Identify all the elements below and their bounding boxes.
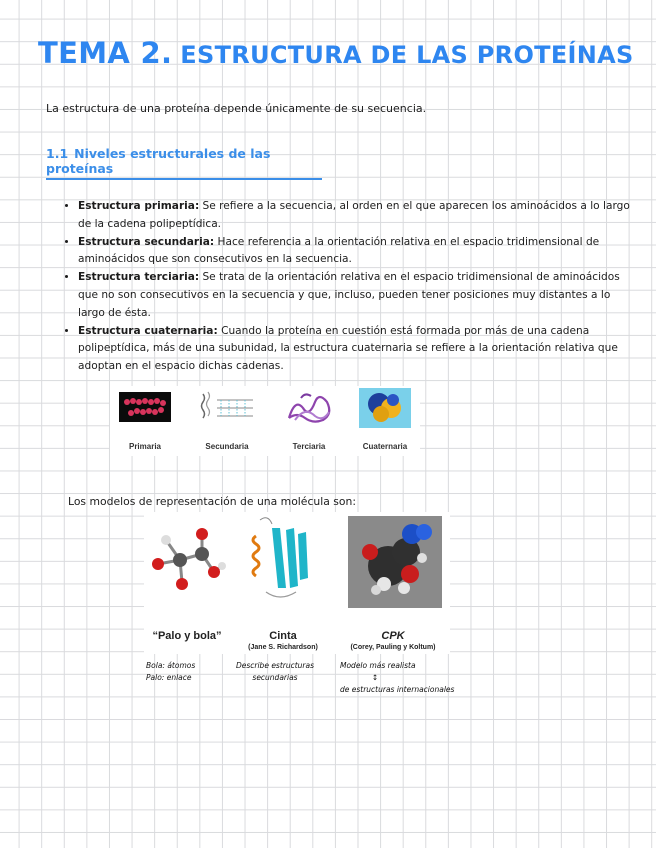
primary-structure-image (117, 386, 173, 430)
page-title (38, 36, 634, 70)
level-tertiary (278, 386, 340, 451)
model-ball-stick-label (148, 630, 226, 642)
list-item (78, 323, 640, 376)
list-item (78, 198, 640, 234)
caption-tertiary: Terciaria (292, 442, 326, 451)
ribbon-model-image (242, 512, 318, 608)
note-line: Modelo más realista (340, 661, 416, 670)
title-prefix: TEMA 2. (38, 36, 173, 70)
intro-text: La estructura de una proteína depende únicamente de su secuencia. (46, 102, 427, 115)
model-cpk-label (338, 630, 448, 651)
model-credit: (Jane S. Richardson) (248, 644, 318, 651)
caption-quaternary: Cuaternaria (362, 442, 408, 451)
item-term: Estructura terciaria: (78, 271, 200, 284)
note-line: Bola: átomos (146, 661, 196, 670)
model-name: CPK (381, 630, 405, 642)
arrow-icon: ↕ (371, 673, 379, 682)
item-text: Hace referencia a la orientación relativa en el espacio tridimensional de aminoácidos que son consecutivos en la secuencia. (78, 235, 600, 266)
model-credit: (Corey, Pauling y Koltum) (350, 644, 436, 651)
item-term: Estructura primaria: (78, 200, 200, 212)
secondary-structure-image (199, 386, 255, 430)
quaternary-structure-image (357, 386, 413, 430)
model-name: Cinta (269, 630, 297, 642)
section-number: 1.1 (46, 146, 69, 161)
caption-secondary: Secundaria (205, 442, 249, 451)
models-intro: Los modelos de representación de una molécula son: (68, 495, 356, 508)
item-term: Estructura secundaria: (78, 235, 215, 248)
level-secondary (196, 386, 258, 451)
section-label: Niveles estructurales de las proteínas (46, 146, 271, 176)
note-line: secundarias (252, 673, 298, 682)
item-text: Cuando la proteína en cuestión está formada por más de una cadena polipeptídica, más de una subunidad, la estructura cuaternaria se refiere a la orientación relativa que adoptan en el espacio dichas cadenas. (78, 324, 618, 373)
note-line: Palo: enlace (146, 673, 192, 682)
handwritten-note-ribbon (229, 660, 321, 684)
model-name: “Palo y bola” (152, 630, 222, 642)
title-main: ESTRUCTURA DE LAS PROTEÍNAS (180, 41, 634, 69)
list-item (78, 234, 640, 270)
caption-primary: Primaria (128, 442, 162, 451)
note-line: Describe estructuras (235, 661, 315, 670)
structure-list (58, 198, 640, 376)
model-ribbon-label (238, 630, 328, 651)
item-text: Se refiere a la secuencia, al orden en el que aparecen los aminoácidos a lo largo de la cadena polipeptídica. (78, 200, 630, 230)
tertiary-structure-image (281, 386, 337, 430)
ball-and-stick-image (148, 526, 228, 598)
handwritten-note-ball-stick (146, 660, 195, 684)
handwritten-note-cpk (340, 660, 468, 696)
section-heading (46, 146, 322, 180)
protein-levels-figure (110, 386, 420, 456)
list-item (78, 269, 640, 322)
level-primary (114, 386, 176, 451)
note-line: de estructuras internacionales (340, 685, 455, 694)
item-text: Se trata de la orientación relativa en el espacio tridimensional de aminoácidos que no son consecutivos en la secuencia y que, incluso, pueden tener posiciones muy distantes a lo largo de ésta. (78, 271, 620, 319)
cpk-model-image (348, 516, 442, 608)
item-term: Estructura cuaternaria: (78, 324, 218, 337)
level-quaternary (354, 386, 416, 451)
